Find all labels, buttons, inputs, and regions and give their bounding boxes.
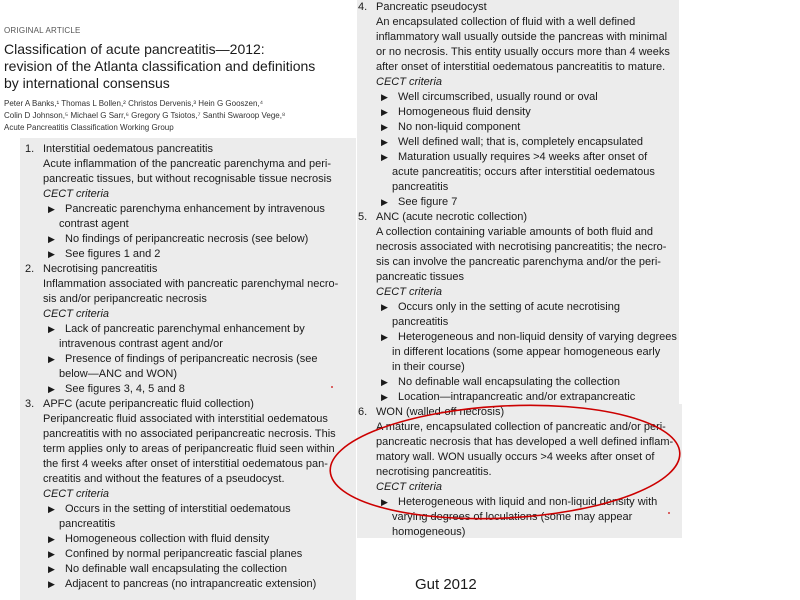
bullet-arrow-icon: ▶ bbox=[48, 324, 55, 334]
definition-text: pancreatic tissues bbox=[376, 271, 465, 283]
cect-criteria-text: CECT criteria bbox=[376, 76, 443, 88]
criteria-bullet-text: Adjacent to pancreas (no intrapancreatic extension) bbox=[65, 578, 317, 590]
cect-criteria-text: CECT criteria bbox=[43, 488, 110, 500]
bullet-arrow-icon: ▶ bbox=[48, 234, 55, 244]
definition-text: creatitis and without the features of a pseudocyst. bbox=[43, 473, 285, 485]
criteria-bullet-text: pancreatitis bbox=[59, 518, 116, 530]
bullet-arrow-icon: ▶ bbox=[381, 392, 388, 402]
article-title-line: revision of the Atlanta classification and definitions bbox=[4, 58, 316, 74]
criteria-bullet-text: No non-liquid component bbox=[398, 121, 521, 133]
definition-text: Inflammation associated with pancreatic parenchymal necro- bbox=[43, 278, 339, 290]
criteria-bullet-text: Heterogeneous with liquid and non-liquid density with bbox=[398, 496, 658, 508]
item-number: 3. bbox=[25, 398, 35, 410]
criteria-bullet-text: Well circumscribed, usually round or oval bbox=[398, 91, 598, 103]
bullet-arrow-icon: ▶ bbox=[48, 534, 55, 544]
cect-criteria-text: CECT criteria bbox=[376, 286, 443, 298]
author-line: Acute Pancreatitis Classification Working Group bbox=[4, 123, 174, 132]
criteria-bullet-text: homogeneous) bbox=[392, 526, 466, 538]
criteria-bullet-text: Well defined wall; that is, completely encapsulated bbox=[398, 136, 643, 148]
red-ellipse-annotation-mark bbox=[327, 397, 682, 527]
item-heading-text: APFC (acute peripancreatic fluid collection) bbox=[43, 398, 254, 410]
definition-text: necrosis associated with necrotising pancreatitis; the necro- bbox=[376, 241, 667, 253]
criteria-bullet-text: intravenous contrast agent and/or bbox=[59, 338, 223, 350]
item-number: 5. bbox=[358, 211, 368, 223]
criteria-bullet-text: See figures 3, 4, 5 and 8 bbox=[65, 383, 185, 395]
item-number: 1. bbox=[25, 143, 35, 155]
definition-text: after onset of interstitial oedematous pancreatitis to mature. bbox=[376, 61, 666, 73]
item-number: 6. bbox=[358, 406, 368, 418]
item-heading-text: Interstitial oedematous pancreatitis bbox=[43, 143, 213, 155]
bullet-arrow-icon: ▶ bbox=[48, 384, 55, 394]
criteria-bullet-text: Occurs only in the setting of acute necrotising bbox=[398, 301, 620, 313]
definition-text: pancreatic tissues, but without recognisable tissue necrosis bbox=[43, 173, 332, 185]
bullet-arrow-icon: ▶ bbox=[48, 249, 55, 259]
red-dot-mark bbox=[331, 386, 333, 388]
item-heading-text: Pancreatic pseudocyst bbox=[376, 1, 487, 13]
criteria-bullet-text: varying degrees of loculations (some may appear bbox=[392, 511, 633, 523]
author-line: Peter A Banks,¹ Thomas L Bollen,² Christos Dervenis,³ Hein G Gooszen,⁴ bbox=[4, 99, 264, 108]
bullet-arrow-icon: ▶ bbox=[381, 197, 388, 207]
bullet-arrow-icon: ▶ bbox=[381, 377, 388, 387]
criteria-bullet-text: Presence of findings of peripancreatic necrosis (see bbox=[65, 353, 318, 365]
bullet-arrow-icon: ▶ bbox=[48, 564, 55, 574]
bullet-arrow-icon: ▶ bbox=[381, 137, 388, 147]
citation-label: Gut 2012 bbox=[415, 576, 477, 593]
item-heading-text: WON (walled-off necrosis) bbox=[376, 406, 505, 418]
criteria-bullet-text: See figure 7 bbox=[398, 196, 458, 208]
criteria-bullet-text: below—ANC and WON) bbox=[59, 368, 177, 380]
criteria-bullet-text: No definable wall encapsulating the collection bbox=[65, 563, 287, 575]
criteria-bullet-text: Occurs in the setting of interstitial oedematous bbox=[65, 503, 291, 515]
article-title-line: by international consensus bbox=[4, 75, 170, 91]
bullet-arrow-icon: ▶ bbox=[48, 504, 55, 514]
cect-criteria-text: CECT criteria bbox=[376, 481, 443, 493]
criteria-bullet-text: Lack of pancreatic parenchymal enhancement by bbox=[65, 323, 305, 335]
definition-text: sis can involve the pancreatic parenchyma and/or the peri- bbox=[376, 256, 661, 268]
article-type-label: ORIGINAL ARTICLE bbox=[4, 26, 81, 35]
bullet-arrow-icon: ▶ bbox=[381, 152, 388, 162]
definition-text: Acute inflammation of the pancreatic parenchyma and peri- bbox=[43, 158, 331, 170]
criteria-bullet-text: Maturation usually requires >4 weeks after onset of bbox=[398, 151, 648, 163]
definition-text: inflammatory wall usually outside the pancreas with minimal bbox=[376, 31, 668, 43]
criteria-bullet-text: in different locations (some appear homogeneous early bbox=[392, 346, 661, 358]
bullet-arrow-icon: ▶ bbox=[381, 92, 388, 102]
red-dot-mark bbox=[668, 512, 670, 514]
bullet-arrow-icon: ▶ bbox=[48, 549, 55, 559]
definition-text: A mature, encapsulated collection of pancreatic and/or peri- bbox=[376, 421, 666, 433]
criteria-bullet-text: pancreatitis bbox=[392, 316, 449, 328]
criteria-bullet-text: See figures 1 and 2 bbox=[65, 248, 161, 260]
definition-text: term applies only to areas of peripancreatic fluid seen within bbox=[43, 443, 335, 455]
bullet-arrow-icon: ▶ bbox=[381, 302, 388, 312]
criteria-bullet-text: Heterogeneous and non-liquid density of varying degrees bbox=[398, 331, 677, 343]
definition-text: matory wall. WON usually occurs >4 weeks after onset of bbox=[376, 451, 655, 463]
item-heading-text: Necrotising pancreatitis bbox=[43, 263, 158, 275]
criteria-bullet-text: No findings of peripancreatic necrosis (see below) bbox=[65, 233, 309, 245]
criteria-bullet-text: Pancreatic parenchyma enhancement by intravenous bbox=[65, 203, 325, 215]
bullet-arrow-icon: ▶ bbox=[48, 204, 55, 214]
article-title-line: Classification of acute pancreatitis—2012: bbox=[4, 41, 265, 57]
criteria-bullet-text: in their course) bbox=[392, 361, 465, 373]
criteria-bullet-text: Confined by normal peripancreatic fascial planes bbox=[65, 548, 303, 560]
criteria-bullet-text: Homogeneous collection with fluid density bbox=[65, 533, 270, 545]
bullet-arrow-icon: ▶ bbox=[48, 579, 55, 589]
author-line: Colin D Johnson,⁵ Michael G Sarr,⁶ Gregory G Tsiotos,⁷ Santhi Swaroop Vege,⁸ bbox=[4, 111, 286, 120]
definition-text: A collection containing variable amounts of both fluid and bbox=[376, 226, 654, 238]
criteria-bullet-text: Homogeneous fluid density bbox=[398, 106, 531, 118]
bullet-arrow-icon: ▶ bbox=[381, 497, 388, 507]
criteria-bullet-text: No definable wall encapsulating the collection bbox=[398, 376, 620, 388]
cect-criteria-text: CECT criteria bbox=[43, 188, 110, 200]
item-number: 2. bbox=[25, 263, 35, 275]
definition-text: necrotising pancreatitis. bbox=[376, 466, 492, 478]
definition-text: pancreatic necrosis that has developed a well defined inflam- bbox=[376, 436, 674, 448]
criteria-bullet-text: Location—intrapancreatic and/or extrapancreatic bbox=[398, 391, 636, 403]
item-number: 4. bbox=[358, 1, 368, 13]
cect-criteria-text: CECT criteria bbox=[43, 308, 110, 320]
definition-text: the first 4 weeks after onset of interstitial oedematous pan- bbox=[43, 458, 328, 470]
bullet-arrow-icon: ▶ bbox=[381, 122, 388, 132]
definition-text: or no necrosis. This entity usually occurs more than 4 weeks bbox=[376, 46, 670, 58]
definition-text: An encapsulated collection of fluid with a well defined bbox=[376, 16, 636, 28]
item-heading-text: ANC (acute necrotic collection) bbox=[376, 211, 528, 223]
definition-text: pancreatitis with no associated peripancreatic necrosis. This bbox=[43, 428, 336, 440]
criteria-bullet-text: acute pancreatitis; occurs after interstitial oedematous bbox=[392, 166, 655, 178]
bullet-arrow-icon: ▶ bbox=[381, 107, 388, 117]
criteria-bullet-text: contrast agent bbox=[59, 218, 129, 230]
definition-text: Peripancreatic fluid associated with interstitial oedematous bbox=[43, 413, 328, 425]
bullet-arrow-icon: ▶ bbox=[48, 354, 55, 364]
criteria-bullet-text: pancreatitis bbox=[392, 181, 449, 193]
bullet-arrow-icon: ▶ bbox=[381, 332, 388, 342]
definition-text: sis and/or peripancreatic necrosis bbox=[43, 293, 207, 305]
